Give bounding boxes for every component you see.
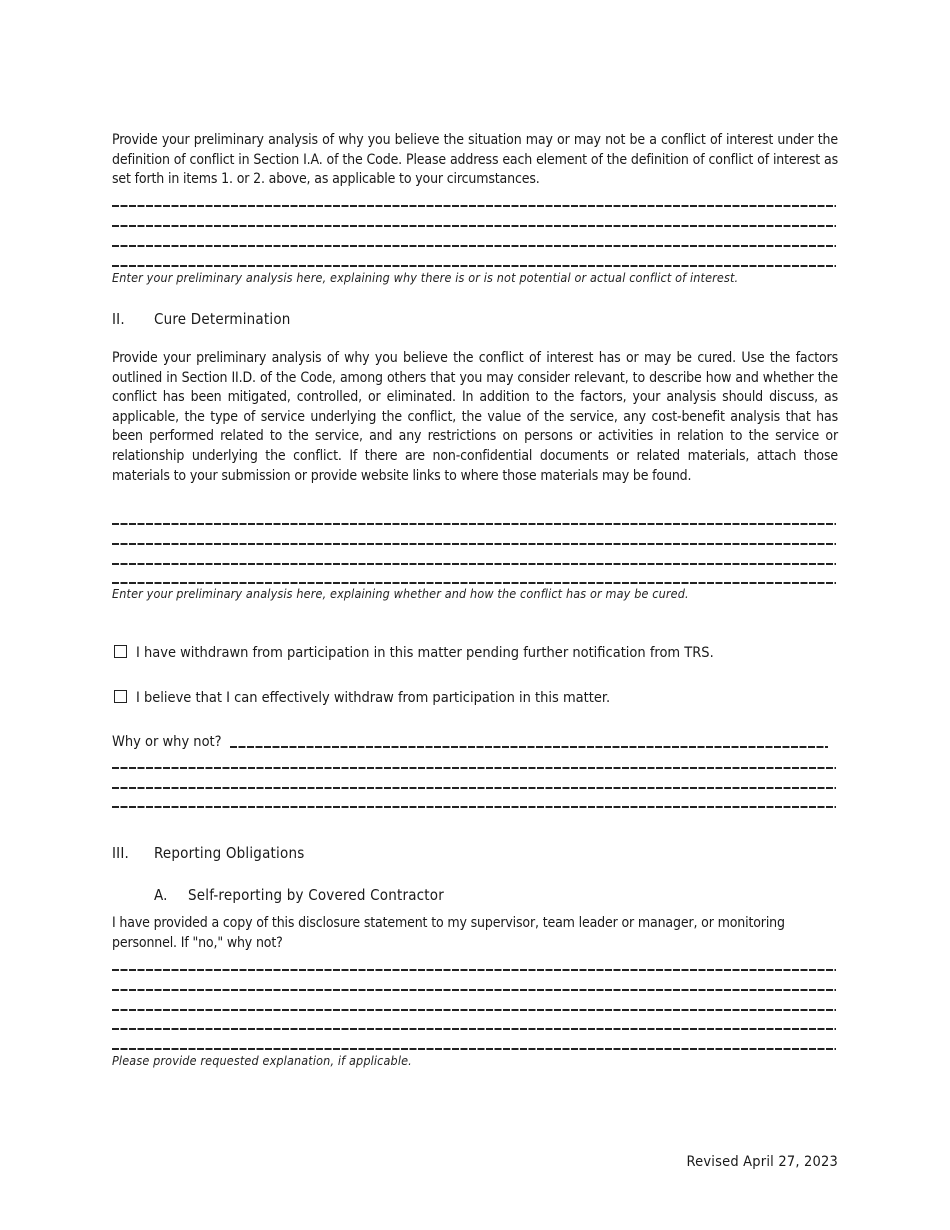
conflict-analysis-prompt: Provide your preliminary analysis of why you believe the situation may or may not be a conflict of interest under the definition of conflict in Section I.A. of the Code. Please address each element of the definition of conflict of interest as set forth in items 1. or 2. above, as applicable to your circumstances. — [112, 132, 838, 188]
conflict-analysis-line-1[interactable] — [112, 205, 836, 207]
self-reporting-line-2[interactable] — [112, 989, 836, 991]
can-withdraw-checkbox[interactable] — [114, 690, 127, 703]
withdrawn-checkbox-label: I have withdrawn from participation in this matter pending further notification from TRS. — [136, 645, 714, 661]
self-reporting-hint: Please provide requested explanation, if applicable. — [112, 1053, 412, 1068]
self-reporting-prompt: I have provided a copy of this disclosure statement to my supervisor, team leader or manager, or monitoring personnel. If "no," why not? — [112, 915, 785, 951]
section-iii-title: Reporting Obligations — [154, 844, 305, 862]
withdrawn-checkbox-row[interactable] — [112, 645, 714, 661]
cure-analysis-line-2[interactable] — [112, 543, 836, 545]
conflict-analysis-line-3[interactable] — [112, 245, 836, 247]
why-answer-line-4[interactable] — [112, 806, 836, 808]
section-iii-heading — [112, 844, 304, 862]
cure-analysis-line-4[interactable] — [112, 582, 836, 584]
cure-analysis-line-1[interactable] — [112, 523, 836, 525]
section-ii-number: II. — [112, 310, 125, 328]
cure-analysis-line-3[interactable] — [112, 563, 836, 565]
self-reporting-line-3[interactable] — [112, 1009, 836, 1011]
section-ii-heading — [112, 310, 291, 328]
why-answer-line-2[interactable] — [112, 767, 836, 769]
section-iii-a-number: A. — [154, 886, 168, 904]
section-iii-number: III. — [112, 844, 130, 862]
section-iii-a-heading — [154, 886, 444, 904]
why-answer-line-3[interactable] — [112, 787, 836, 789]
why-row — [112, 734, 828, 750]
conflict-analysis-hint: Enter your preliminary analysis here, explaining why there is or is not potential or actual conflict of interest. — [112, 270, 739, 285]
self-reporting-line-1[interactable] — [112, 969, 836, 971]
cure-determination-prompt: Provide your preliminary analysis of why you believe the conflict of interest has or may be cured. Use the factors outlined in Section II.D. of the Code, among others that you may consider relevant, to describe how and whether the conflict has been mitigated, controlled, or eliminated. In addition to the factors, your analysis should discuss, as applicable, the type of service underlying the conflict, the value of the service, any cost-benefit analysis that has been performed related to the service, and any restrictions on persons or activities in relation to the service or relationship underlying the conflict. If there are non-confidential documents or related materials, attach those materials to your submission or provide website links to where those materials may be found. — [112, 350, 838, 484]
self-reporting-line-5[interactable] — [112, 1048, 836, 1050]
why-answer-line[interactable] — [230, 746, 828, 748]
conflict-analysis-line-2[interactable] — [112, 225, 836, 227]
withdrawn-checkbox[interactable] — [114, 645, 127, 658]
conflict-analysis-line-4[interactable] — [112, 265, 836, 267]
cure-analysis-hint: Enter your preliminary analysis here, explaining whether and how the conflict has or may be cured. — [112, 586, 689, 601]
can-withdraw-checkbox-label: I believe that I can effectively withdraw from participation in this matter. — [136, 690, 611, 706]
why-label: Why or why not? — [112, 734, 222, 750]
revision-date: Revised April 27, 2023 — [686, 1154, 838, 1170]
self-reporting-line-4[interactable] — [112, 1028, 836, 1030]
section-ii-title: Cure Determination — [154, 310, 291, 328]
can-withdraw-checkbox-row[interactable] — [112, 690, 610, 706]
section-iii-a-title: Self-reporting by Covered Contractor — [188, 886, 444, 904]
